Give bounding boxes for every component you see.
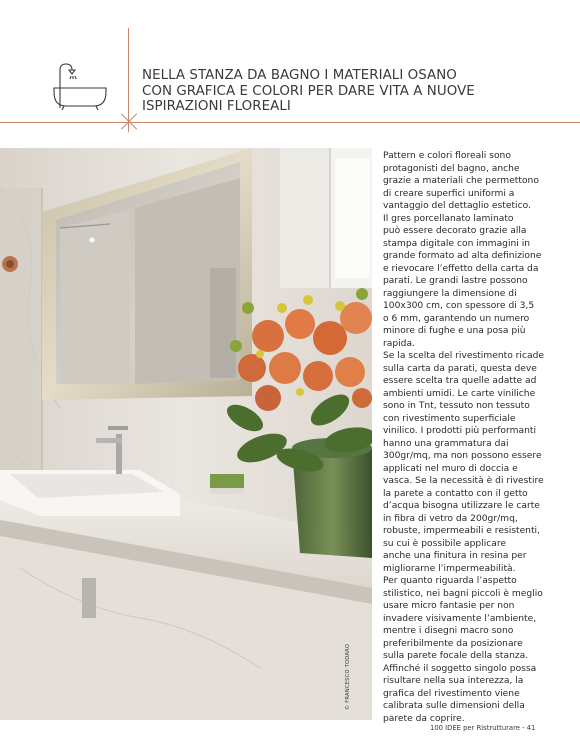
bathroom-illustration bbox=[0, 148, 372, 720]
page-footer: 100 IDEE per Ristrutturare - 41 bbox=[430, 724, 536, 732]
bathroom-photo bbox=[0, 148, 372, 720]
article-body: Pattern e colori floreali sono protagonisti del bagno, anche grazie a materiali che permettono di creare superfici uniformi a vantaggio del dettaglio estetico. Il gres porcellanato laminato può essere decorato grazie alla stampa digitale con immagini in grande formato ad alta definizione e rievocare l’effetto della carta da parati. Le grandi lastre possono raggiungere la dimensione di 100x300 cm, con spessore di 3,5 o 6 mm, garantendo un numero minore di fughe e una posa più rapida. Se la scelta del rivestimento ricade sulla carta da parati, questa deve essere scelta tra quelle adatte ad ambienti umidi. Le carte viniliche sono in Tnt, tessuto non tessuto con rivestimento superficiale vinilico. I prodotti più performanti hanno una grammatura dai 300gr/mq, ma non possono essere applicati nel muro di doccia e vasca. Se la necessità è di rivestire la parete a contatto con il getto d’acqua bisogna utilizzare le carte in fibra di vetro da 200gr/mq, robuste, impermeabili e resistenti, su cui è possibile applicare anche una finitura in resina per migliorarne l’impermeabilità. Per quanto riguarda l’aspetto stilistico, nei bagni piccoli è meglio usare micro fantasie per non invadere visivamente l’ambiente, mentre i disegni macro sono preferibilmente da posizionare sulla parete focale della stanza. Affinché il soggetto singolo possa risultare nella sua interezza, la grafica del rivestimento viene calibrata sulle dimensioni della parete da coprire. bbox=[383, 151, 544, 724]
header-horizontal-rule bbox=[0, 122, 580, 123]
header-vertical-rule bbox=[128, 28, 129, 132]
bathtub-shower-icon bbox=[50, 60, 110, 112]
photo-credit: © FRANCESCO TODARO bbox=[345, 643, 351, 710]
page-headline: NELLA STANZA DA BAGNO I MATERIALI OSANO CON GRAFICA E COLORI PER DARE VITA A NUOVE ISPIRAZIONI FLOREALI bbox=[142, 68, 475, 114]
